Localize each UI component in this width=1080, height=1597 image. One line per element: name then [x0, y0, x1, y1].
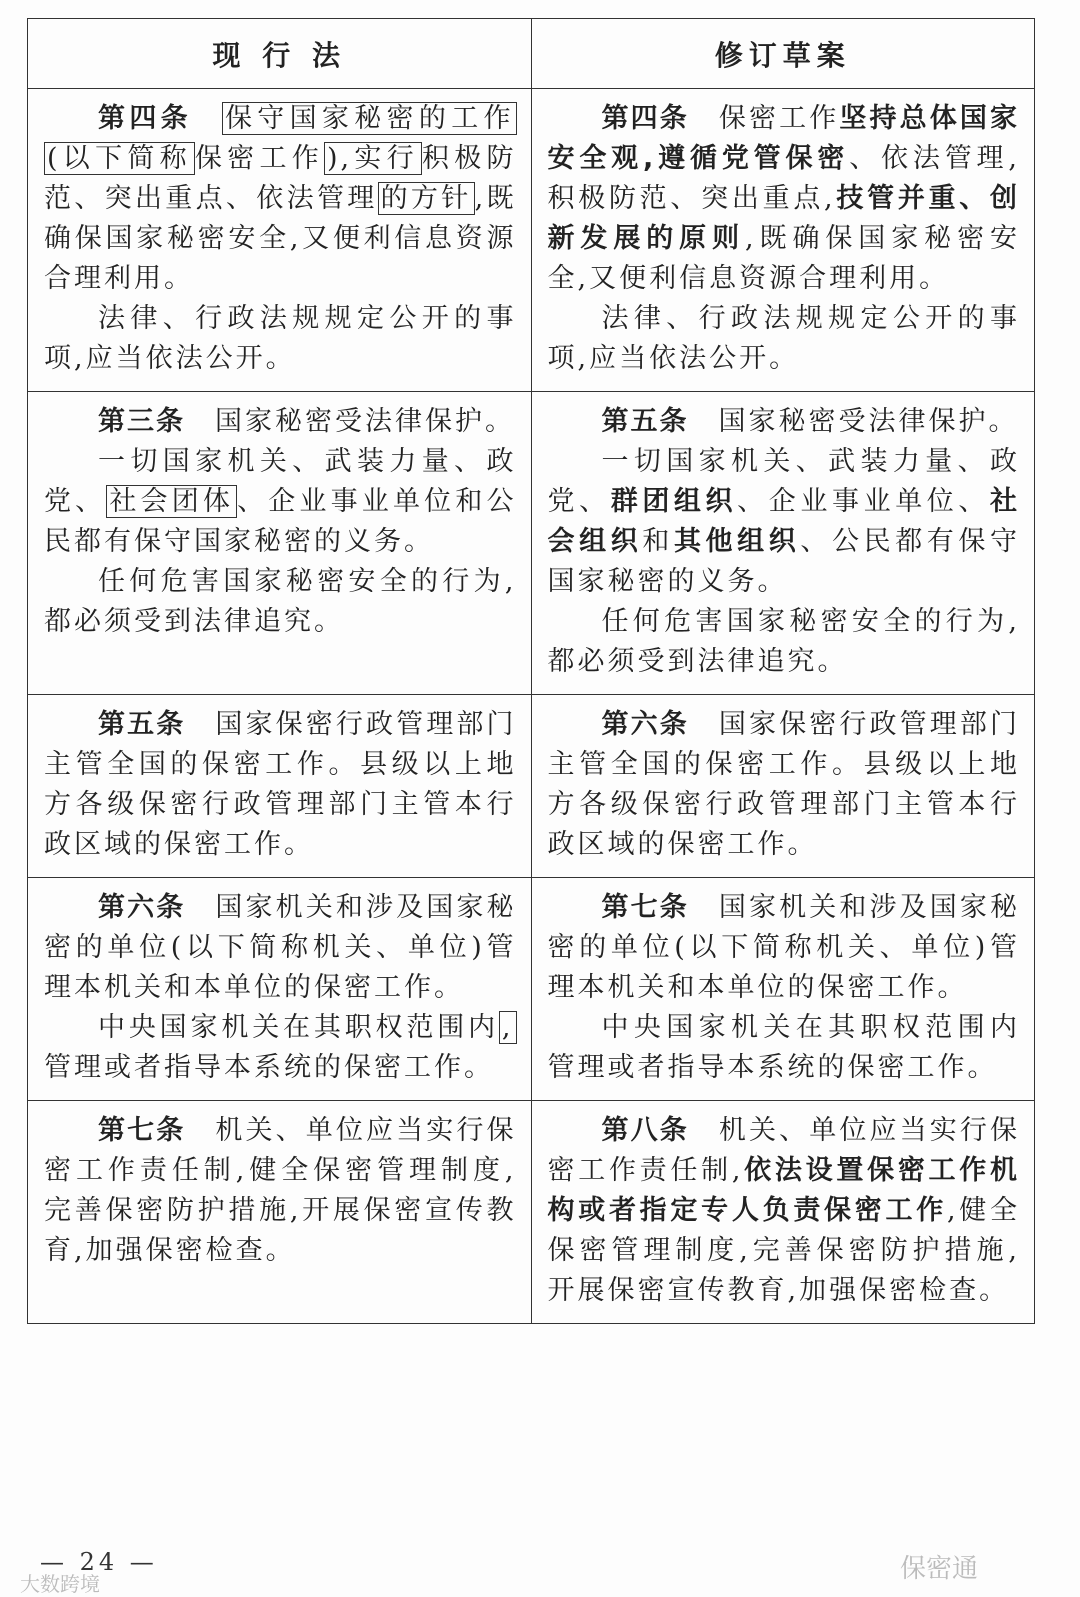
- paragraph: [44, 705, 517, 865]
- table-row: [28, 392, 1035, 695]
- text-run: 保密工作: [194, 143, 324, 174]
- paragraph: [548, 99, 1021, 299]
- text-run: 、企业事业单位和公民都有保守国家秘密的义务。: [44, 486, 517, 557]
- paragraph: [44, 99, 517, 299]
- text-run: 国家秘密受法律保护。: [215, 406, 515, 437]
- text-run: ,既确保国家秘密安全,又便利信息资源合理利用。: [44, 183, 517, 294]
- text-run: 中央国家机关在其职权范围内管理或者指导本系统的保密工作。: [547, 1012, 1020, 1083]
- article-number: 第四条: [98, 103, 192, 134]
- text-run: ,既确保国家秘密安全,又便利信息资源合理利用。: [547, 223, 1020, 294]
- paragraph: [44, 442, 517, 562]
- added-text: 依法设置保密工作机构或者指定专人负责保密工作: [547, 1155, 1020, 1226]
- text-run: ,健全保密管理制度,完善保密防护措施,开展保密宣传教育,加强保密检查。: [547, 1195, 1020, 1306]
- table-row: [28, 1101, 1035, 1324]
- deleted-text-box: 的方针: [378, 182, 475, 215]
- article-number: 第六条: [98, 892, 186, 923]
- paragraph: [44, 402, 517, 442]
- paragraph: [548, 402, 1021, 442]
- article-number: 第六条: [601, 709, 689, 740]
- text-run: 国家机关和涉及国家秘密的单位(以下简称机关、单位)管理本机关和本单位的保密工作。: [44, 892, 517, 1003]
- table-header-row: [28, 19, 1035, 89]
- cell-current-law: [28, 695, 532, 878]
- paragraph: [44, 1008, 517, 1088]
- watermark-wechat: 保密通: [900, 1554, 979, 1584]
- article-number: 第七条: [98, 1115, 186, 1146]
- watermark-corner: 大数跨境: [20, 1572, 100, 1596]
- deleted-text-box: 保守国家秘密的工作: [222, 102, 517, 135]
- paragraph: [548, 1111, 1021, 1311]
- paragraph: [548, 1008, 1021, 1088]
- text-run: 国家机关和涉及国家秘密的单位(以下简称机关、单位)管理本机关和本单位的保密工作。: [547, 892, 1020, 1003]
- comparison-table: [27, 18, 1035, 1324]
- comparison-page: [27, 18, 1035, 1324]
- article-number: 第三条: [98, 406, 185, 437]
- text-run: 国家保密行政管理部门主管全国的保密工作。县级以上地方各级保密行政管理部门主管本行政区域的保密工作。: [44, 709, 517, 860]
- text-run: 任何危害国家秘密安全的行为,都必须受到法律追究。: [44, 566, 517, 637]
- text-run: 、企业事业单位、: [737, 486, 991, 517]
- table-body: [28, 89, 1035, 1324]
- text-run: 一切国家机关、武装力量、政党、: [547, 446, 1020, 517]
- paragraph: [548, 888, 1021, 1008]
- text-run: 管理或者指导本系统的保密工作。: [44, 1052, 494, 1083]
- table-row: [28, 695, 1035, 878]
- text-run: 一切国家机关、武装力量、政党、: [44, 446, 517, 517]
- added-text: 其他组织: [673, 526, 801, 557]
- article-number: 第八条: [601, 1115, 689, 1146]
- deleted-text-box: ),实行: [324, 142, 422, 175]
- deleted-text-box: (以下简称: [44, 142, 195, 175]
- paragraph: [548, 299, 1021, 379]
- table-row: [28, 878, 1035, 1101]
- cell-revised-draft: [531, 695, 1035, 878]
- paragraph: [548, 705, 1021, 865]
- table-row: [28, 89, 1035, 392]
- deleted-text-box: 社会团体: [106, 485, 237, 518]
- cell-revised-draft: [531, 392, 1035, 695]
- text-run: 国家秘密受法律保护。: [718, 406, 1019, 437]
- article-number: 第五条: [601, 406, 689, 437]
- paragraph: [44, 888, 517, 1008]
- page-number: — 24 —: [40, 1548, 158, 1576]
- cell-revised-draft: [531, 878, 1035, 1101]
- paragraph: [548, 442, 1021, 602]
- article-number: 第七条: [601, 892, 689, 923]
- cell-revised-draft: [531, 1101, 1035, 1324]
- cell-current-law: [28, 392, 532, 695]
- paragraph: [44, 562, 517, 642]
- text-run: 保密工作: [718, 103, 840, 134]
- text-run: 中央国家机关在其职权范围内: [98, 1012, 499, 1043]
- text-run: 国家保密行政管理部门主管全国的保密工作。县级以上地方各级保密行政管理部门主管本行政区域的保密工作。: [547, 709, 1020, 860]
- text-run: 、依法管理,积极防范、突出重点,: [547, 143, 1020, 214]
- paragraph: [548, 602, 1021, 682]
- added-text: 群团组织: [610, 486, 738, 517]
- paragraph: [44, 1111, 517, 1271]
- text-run: 机关、单位应当实行保密工作责任制,: [547, 1115, 1020, 1186]
- deleted-text-box: ,: [499, 1011, 517, 1044]
- article-number: 第四条: [601, 103, 689, 134]
- header-current-law: 现 行 法: [28, 19, 532, 89]
- text-run: 、公民都有保守国家秘密的义务。: [547, 526, 1021, 597]
- cell-current-law: [28, 89, 532, 392]
- cell-current-law: [28, 1101, 532, 1324]
- text-run: 法律、行政法规规定公开的事项,应当依法公开。: [44, 303, 517, 374]
- text-run: 法律、行政法规规定公开的事项,应当依法公开。: [547, 303, 1020, 374]
- text-run: 和: [642, 526, 674, 557]
- text-run: 任何危害国家秘密安全的行为,都必须受到法律追究。: [547, 606, 1020, 677]
- text-run: 机关、单位应当实行保密工作责任制,健全保密管理制度,完善保密防护措施,开展保密宣传教育,加强保密检查。: [44, 1115, 517, 1266]
- paragraph: [44, 299, 517, 379]
- cell-current-law: [28, 878, 532, 1101]
- added-text: 社会组织: [547, 486, 1021, 557]
- added-text: 坚持总体国家安全观,遵循党管保密: [547, 103, 1020, 174]
- added-text: 技管并重、创新发展的原则: [547, 183, 1021, 254]
- cell-revised-draft: [531, 89, 1035, 392]
- text-run: 积极防范、突出重点、依法管理: [44, 143, 517, 214]
- article-number: 第五条: [98, 709, 186, 740]
- header-revised-draft: 修订草案: [531, 19, 1035, 89]
